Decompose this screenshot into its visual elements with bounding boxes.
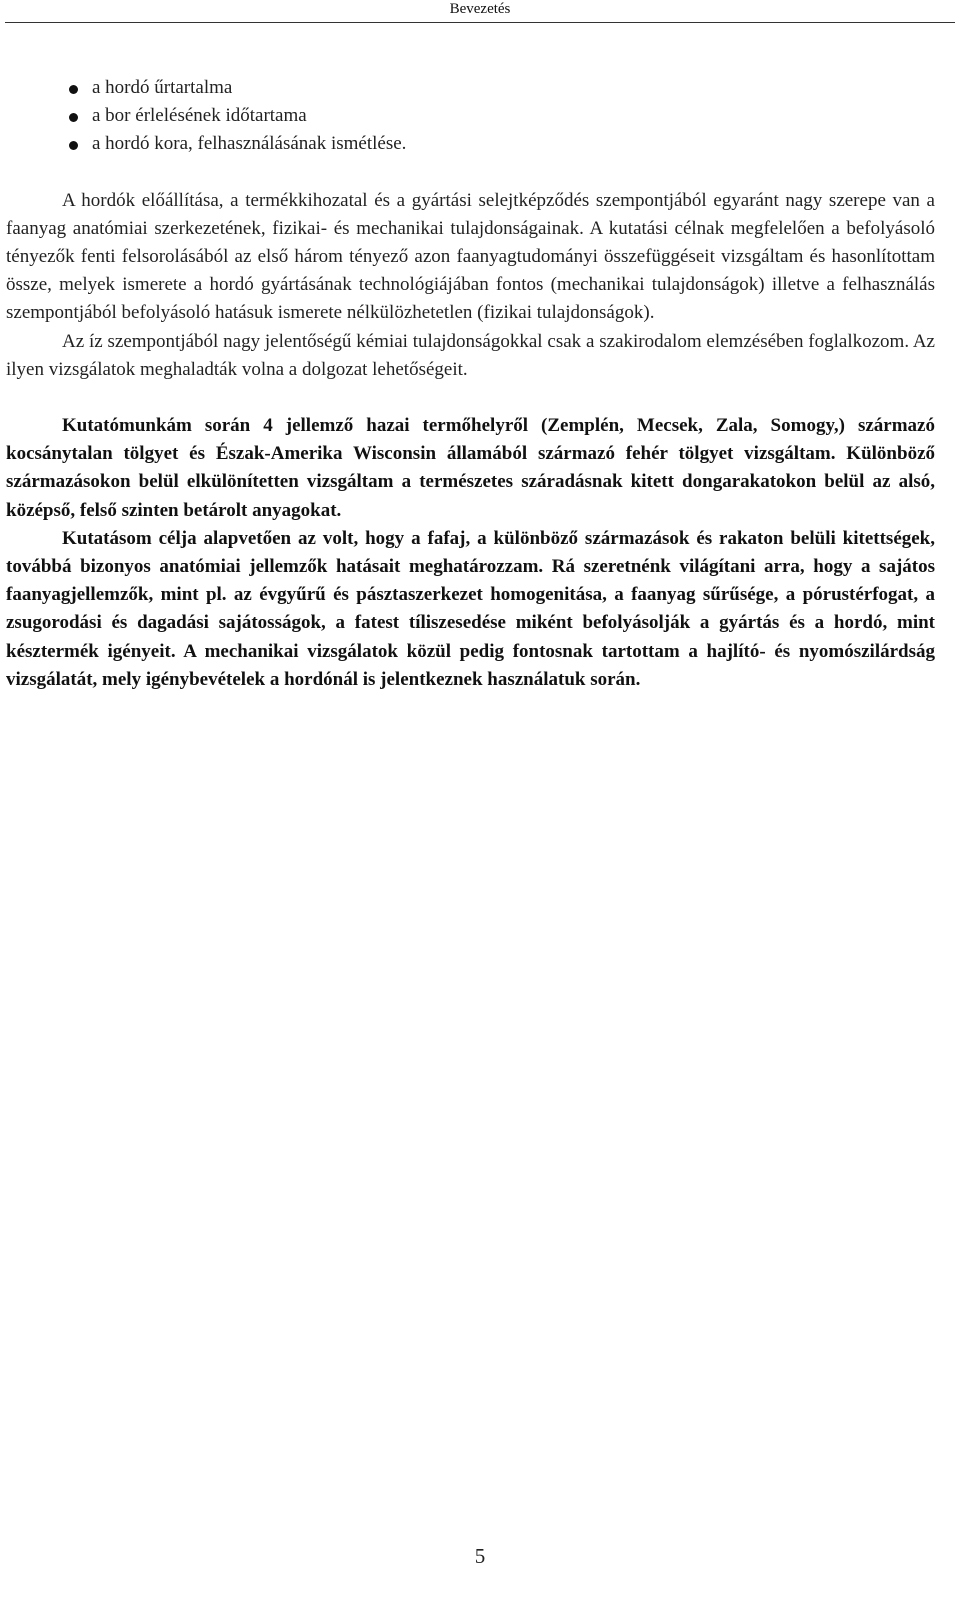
bullet-list: [6, 74, 935, 159]
bullet-item: [6, 74, 935, 102]
header-divider: [5, 22, 955, 23]
paragraph-spacer: [6, 384, 935, 412]
bullet-item: [6, 130, 935, 158]
page-number: 5: [474, 1544, 486, 1568]
document-body: [6, 74, 935, 694]
paragraph-research-aim: Kutatásom célja alapvetően az volt, hogy a fafaj, a különböző származások és rakaton belüli kitettségek, továbbá bizonyos anatómiai jellemzők hatásait meghatározzam. Rá szeretnénk világítani arra, hogy a sajátos faanyagjellemzők, mint pl. az évgyűrű és pásztaszerkezet homogenitása, a faanyag sűrűsége, a pórustérfogat, a zsugorodási és dagadási sajátosságok, a fatest tíliszesedése miként befolyásolják a gyártás és a hordó, mint késztermék igényeit. A mechanikai vizsgálatok közül pedig fontosnak tartottam a hajlító- és nyomószilárdság vizsgálatát, mely igénybevételek a hordónál is jelentkeznek használatuk során.: [6, 527, 935, 690]
bullet-dot-icon: [69, 85, 78, 94]
paragraph-production-factors: A hordók előállítása, a termékkihozatal és a gyártási selejtképződés szempontjából egyaránt nagy szerepe van a faanyag anatómiai szerkezetének, fizikai- és mechanikai tulajdonságainak. A kutatási célnak megfelelően a befolyásoló tényezők fenti felsorolásából az első három tényező azon faanyagtudományi összefüggéseit vizsgáltam és hasonlítottam össze, melyek ismerete a hordó gyártásának technológiájában fontos (mechanikai tulajdonságok) illetve a felhasználás szempontjából befolyásoló hatásuk ismerete nélkülözhetetlen (fizikai tulajdonságok).: [6, 189, 935, 324]
header-title: Bevezetés: [449, 1, 511, 17]
research-summary: [6, 412, 935, 694]
bullet-dot-icon: [69, 113, 78, 122]
bullet-text: a hordó űrtartalma: [92, 77, 233, 98]
paragraph-research-samples: Kutatómunkám során 4 jellemző hazai termőhelyről (Zemplén, Mecsek, Zala, Somogy,) származó kocsánytalan tölgyet és Észak-Amerika Wisconsin államából származó fehér tölgyet vizsgáltam. Különböző származásokon belül elkülönítetten vizsgáltam a természetes száradásnak kitett dongarakatokon belül az alsó, középső, felső szinten betárolt anyagokat.: [6, 415, 935, 521]
bullet-item: [6, 102, 935, 130]
bullet-dot-icon: [69, 141, 78, 150]
paragraph-taste-chemistry: Az íz szempontjából nagy jelentőségű kémiai tulajdonságokkal csak a szakirodalom elemzésében foglalkozom. Az ilyen vizsgálatok meghaladták volna a dolgozat lehetőségeit.: [6, 330, 935, 380]
bullet-text: a bor érlelésének időtartama: [92, 105, 307, 127]
bullet-text: a hordó kora, felhasználásának ismétlése.: [92, 133, 407, 155]
page-header: [0, 0, 960, 24]
